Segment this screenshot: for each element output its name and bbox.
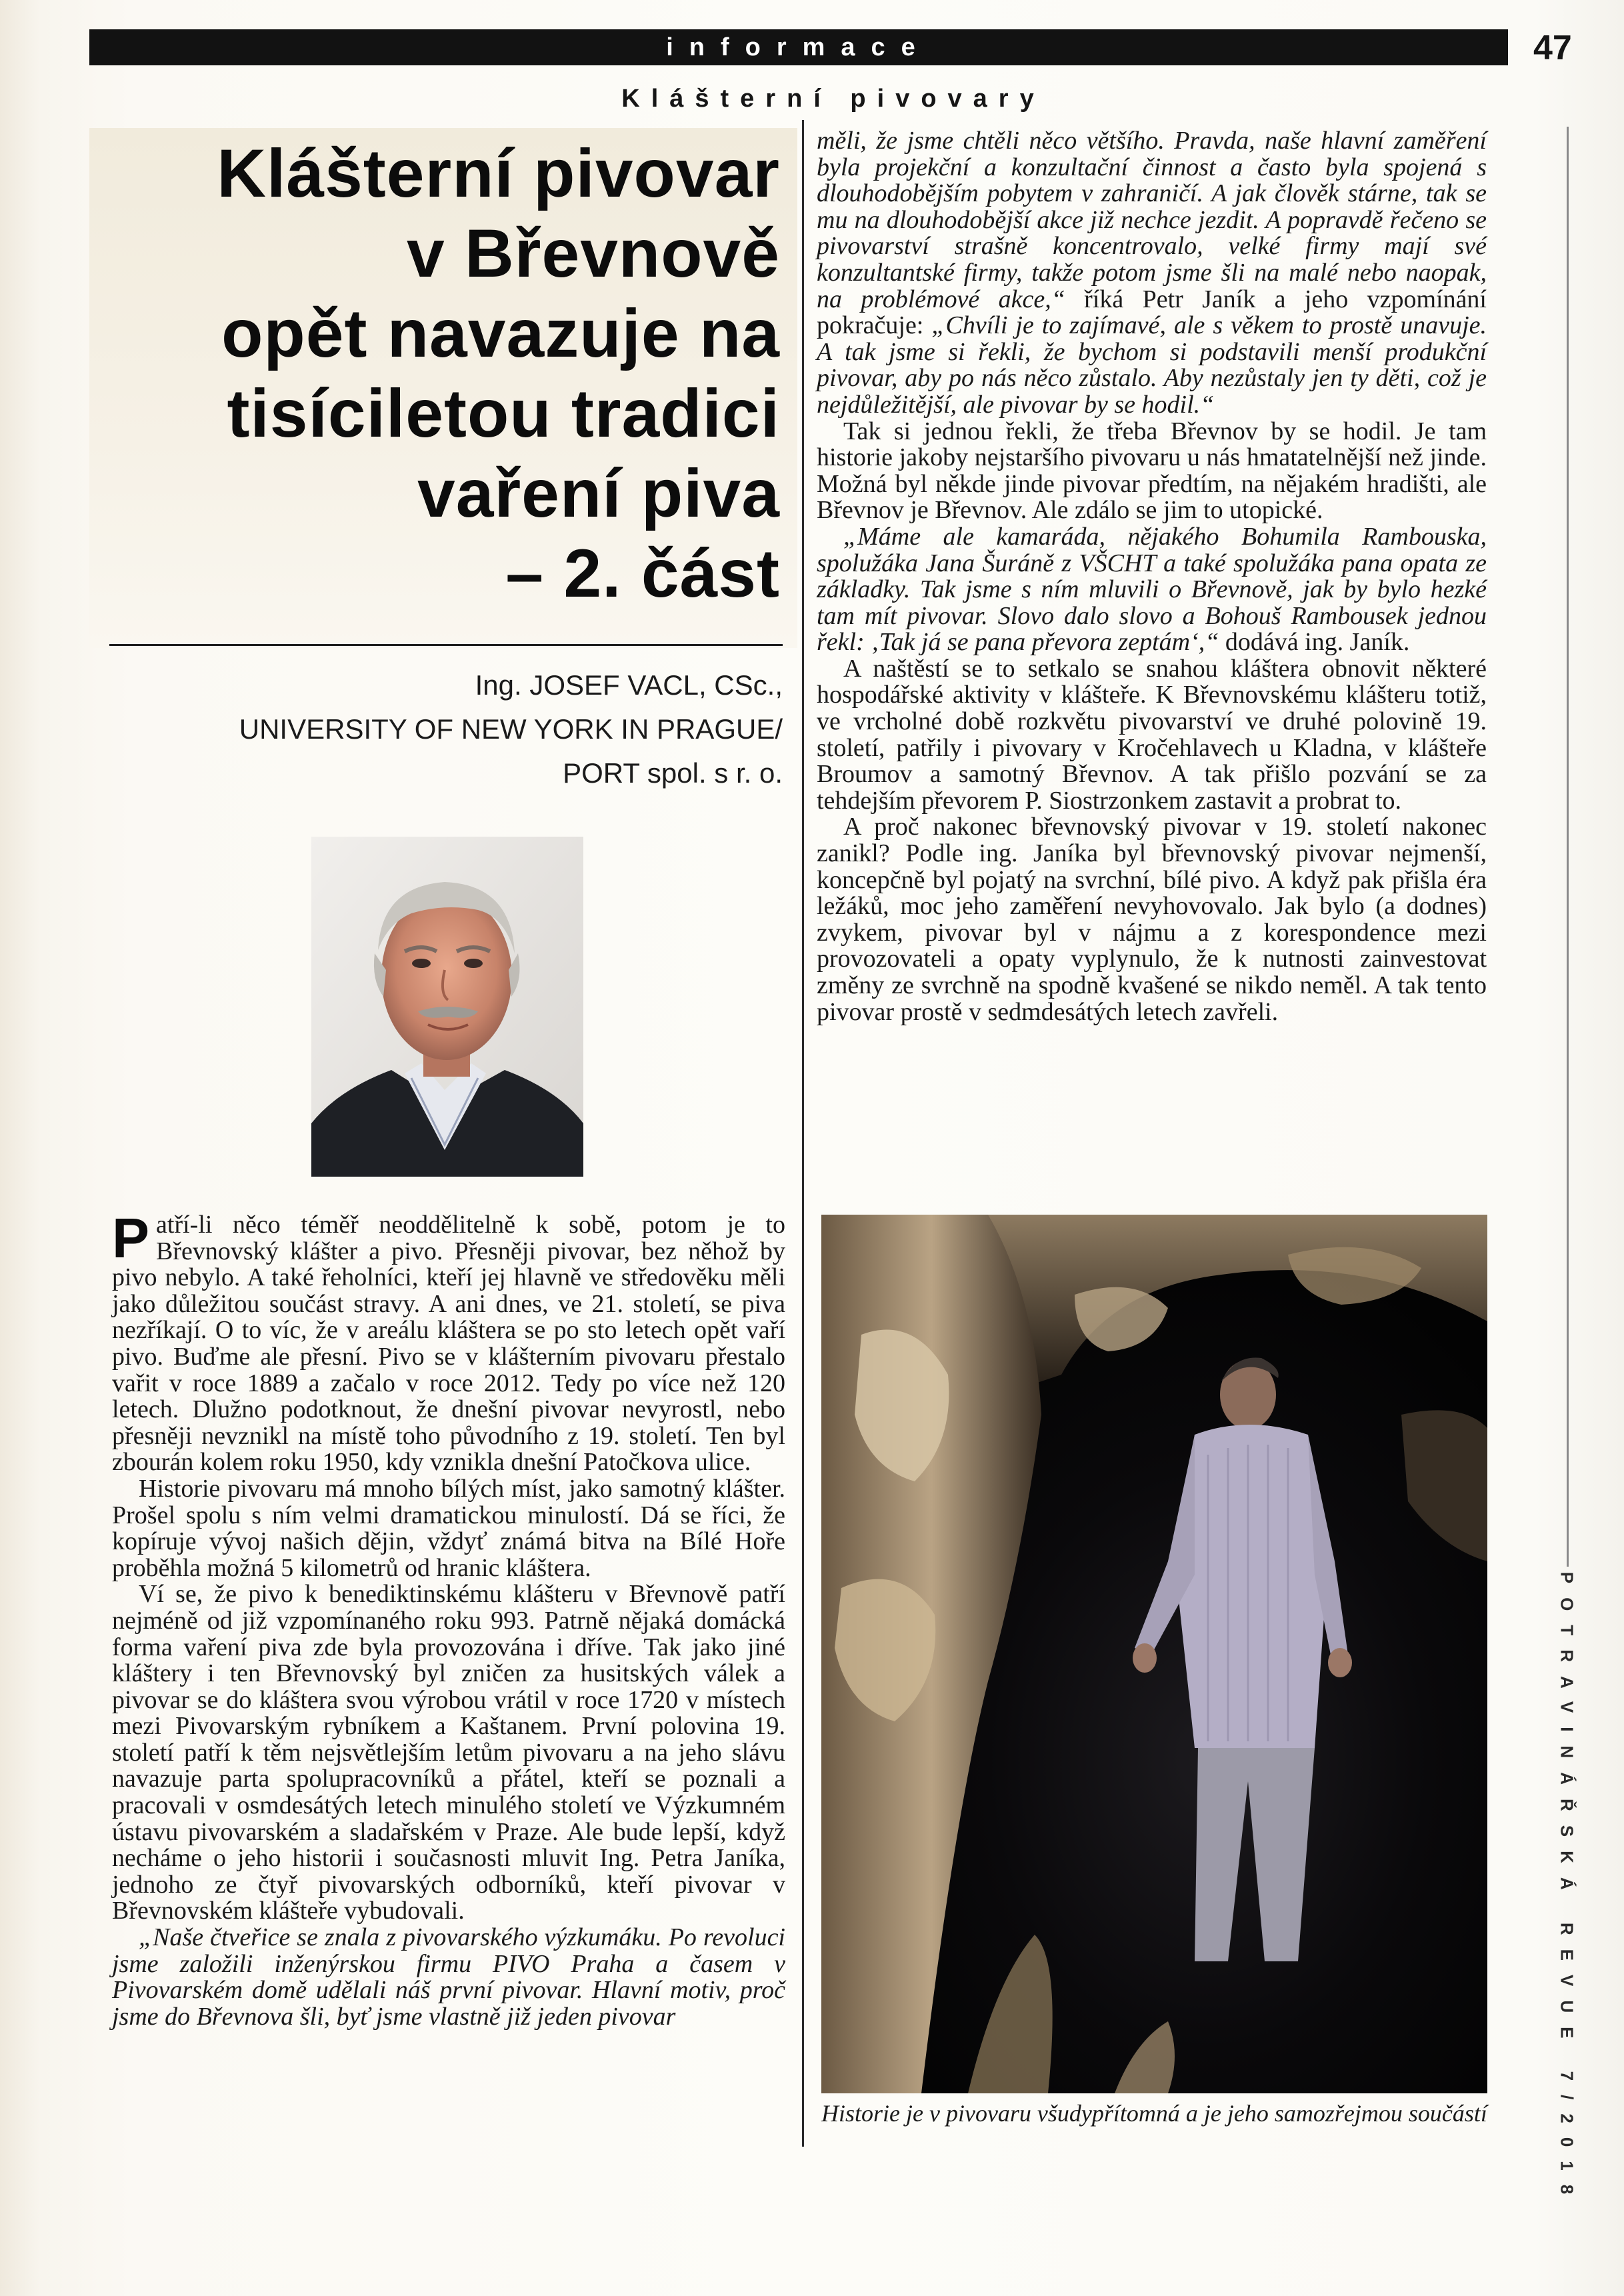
article-paragraph: Tak si jednou řekli, že třeba Břevnov by se hodil. Je tam historie jakoby nejstaršího pivovaru u nás hmatatelnější než jinde. Možná byl někde jinde pivovar předtím, na nějakém hradišti, ale Břevnov je Břevnov. Ale zdálo se jim to utopické.: [817, 417, 1487, 525]
article-paragraph: Historie pivovaru má mnoho bílých míst, jako samotný klášter. Prošel spolu s ním velmi dramatickou minulostí. Dá se říci, že kopíruje vývoj našich dějin, vždyť známá bitva na Bílé Hoře proběhla možná 5 kilometrů od hranic kláštera.: [112, 1474, 785, 1582]
article-paragraph: [817, 128, 1487, 419]
column-divider: [802, 120, 804, 2147]
article-quote-paragraph: „Naše čtveřice se znala z pivovarského výzkumáku. Po revoluci jsme založili inženýrskou firmu PIVO Praha a časem v Pivovarském domě udělali náš první pivovar. Hlavní motiv, proč jsme do Břevnova šli, byť jsme vlastně již jeden pivovar: [112, 1923, 785, 2031]
article-body-left: [112, 1207, 785, 2172]
magazine-issue-label: POTRAVINÁŘSKÁ REVUE 7/2018: [1557, 1571, 1577, 2209]
headline-line: Klášterní pivovar: [217, 135, 780, 211]
author-portrait-photo: [311, 837, 583, 1177]
paragraph-text: atří-li něco téměř neoddělitelně k sobě, potom je to Břevnovský klášter a pivo. Přesněji pivovar, bez něhož by pivo nebylo. A také řeholníci, kteří jej hlavně ve středověku měli jako důležitou součást stravy. A ani dnes, ve 21. století, se piva nezříkají. O to víc, že v areálu kláštera se po sto letech opět vaří pivo. Buďme ale přesní. Pivo se v klášterním pivovaru přestalo vařit v roce 1889 a začalo v roce 2012. Tedy po více než 120 letech. Dlužno podotknout, že dnešní pivovar nevyrostl, nebo přesněji nevznikl na místě toho původního z 19. století. Ten byl zbourán kolem roku 1950, kdy vznikla dnešní Patočkova ulice.: [112, 1211, 785, 1477]
quote-text: „Chvíli je to zajímavé, ale s věkem to prostě unavuje. A tak jsme si řekli, že bychom si podstavili menší produkční pivovar, aby po nás něco zůstalo. Aby nezůstaly jen ty děti, což je nejdůležitější, ale pivovar by se hodil.“: [817, 311, 1487, 419]
cellar-photo: [821, 1215, 1487, 2093]
magazine-side-label: [1513, 1571, 1620, 2209]
author-byline: [109, 663, 783, 797]
quote-text: měli, že jsme chtěli něco většího. Pravda, naše hlavní zaměření byla projekční a konzultační činnost a často byla spojená s dlouhodobějším pobytem v zahraničí. A jak člověk stárne, tak se mu na dlouhodobější akce již nechce jezdit. A popravdě řečeno se pivovarství strašně koncentrovalo, velké firmy mají své konzultantské firmy, takže potom jsme šli na malé nebo naopak, na problémové akce,“: [817, 127, 1487, 313]
article-paragraph: A proč nakonec břevnovský pivovar v 19. století nakonec zanikl? Podle ing. Janíka byl břevnovský pivovar nejmenší, koncepčně byl pojatý na svrchní, bílé pivo. A když pak přišla éra ležáků, moc jeho zaměření nevyhovovalo. Jak bylo (a dodnes) zvykem, pivovar byl v nájmu a z korespondence mezi provozovateli a opaty vyplynulo, že k nutnosti zainvestovat změny ze svrchně na spodně kvašené se nikdo neměl. A tak tento pivovar prostě v sedmdesátých letech zavřeli.: [817, 813, 1487, 1026]
byline-line: PORT spol. s r. o.: [563, 757, 783, 789]
paragraph-text: říká Petr Janík a jeho vzpomínání pokračuje:: [817, 285, 1487, 340]
article-headline: [100, 133, 780, 640]
headline-line: tisíciletou tradici: [227, 375, 780, 451]
byline-line: Ing. JOSEF VACL, CSc.,: [475, 669, 783, 701]
headline-line: vaření piva: [417, 455, 780, 531]
byline-line: UNIVERSITY OF NEW YORK IN PRAGUE/: [239, 713, 783, 745]
quote-text: „Máme ale kamaráda, nějakého Bohumila Rambouska, spolužáka Jana Šuráně z VŠCHT a také spolužáka pana opata ze základky. Tak jsme s ním mluvili o Břevnově, jak by bylo hezké tam mít pivovar. Slovo dalo slovo a Bohouš Rambousek jednou řekl: ‚Tak já se pana převora zeptám‘,“: [817, 522, 1487, 657]
headline-line: v Břevnově: [407, 215, 780, 291]
headline-line: opět navazuje na: [221, 295, 780, 371]
article-paragraph: [817, 524, 1487, 656]
headline-line: – 2. část: [505, 535, 780, 611]
section-header-label: informace: [666, 33, 931, 61]
headline-divider: [109, 644, 783, 646]
article-paragraph: Ví se, že pivo k benediktinskému klášteru v Břevnově patří nejméně od již vzpomínaného roku 993. Patrně nějaká domácká forma vaření piva zde byla provozována i dříve. Tak jako jiné kláštery i ten Břevnovský byl zničen za husitských válek a pivovar se do kláštera svou výrobou vrátil v roce 1720 v místech mezi Pivovarským rybníkem a Kaštanem. První polovina 19. století patří k těm nejsvětlejším letům pivovaru a na jeho slávu navazuje parta spolupracovníků a přátel, kteří se poznali a pracovali v osmdesátých letech minulého století ve Výzkumném ústavu pivovarském a sladařském v Praze. Ale bude lepší, když necháme o jeho historii i současnosti mluvit Ing. Petra Janíka, jednoho ze čtyř pivovarských odborníků, kteří pivovar v Břevnovském klášteře vybudovali.: [112, 1580, 785, 1925]
article-paragraph: A naštěstí se to setkalo se snahou kláštera obnovit některé hospodářské aktivity v klášteře. K Břevnovskému klášteru totiž, ve vrcholné době rozkvětu pivovarství ve druhé polovině 19. století, patřily i pivovary v Kročehlavech u Kladna, v klášteře Broumov a samotný Břevnov. A tak přišlo pozvání se za tehdejším převorem P. Siostrzonkem zastavit a probrat to.: [817, 654, 1487, 815]
page-number: 47: [1533, 29, 1572, 67]
margin-rule: [1567, 127, 1569, 1567]
article-body-right: [817, 128, 1487, 1181]
drop-cap: P: [112, 1207, 150, 1269]
photo-caption: Historie je v pivovaru všudypřítomná a je jeho samozřejmou součástí: [821, 2100, 1487, 2127]
paragraph-text: dodává ing. Janík.: [1219, 628, 1410, 657]
section-title: Klášterní pivovary: [621, 85, 1045, 113]
article-paragraph: [112, 1207, 785, 1477]
